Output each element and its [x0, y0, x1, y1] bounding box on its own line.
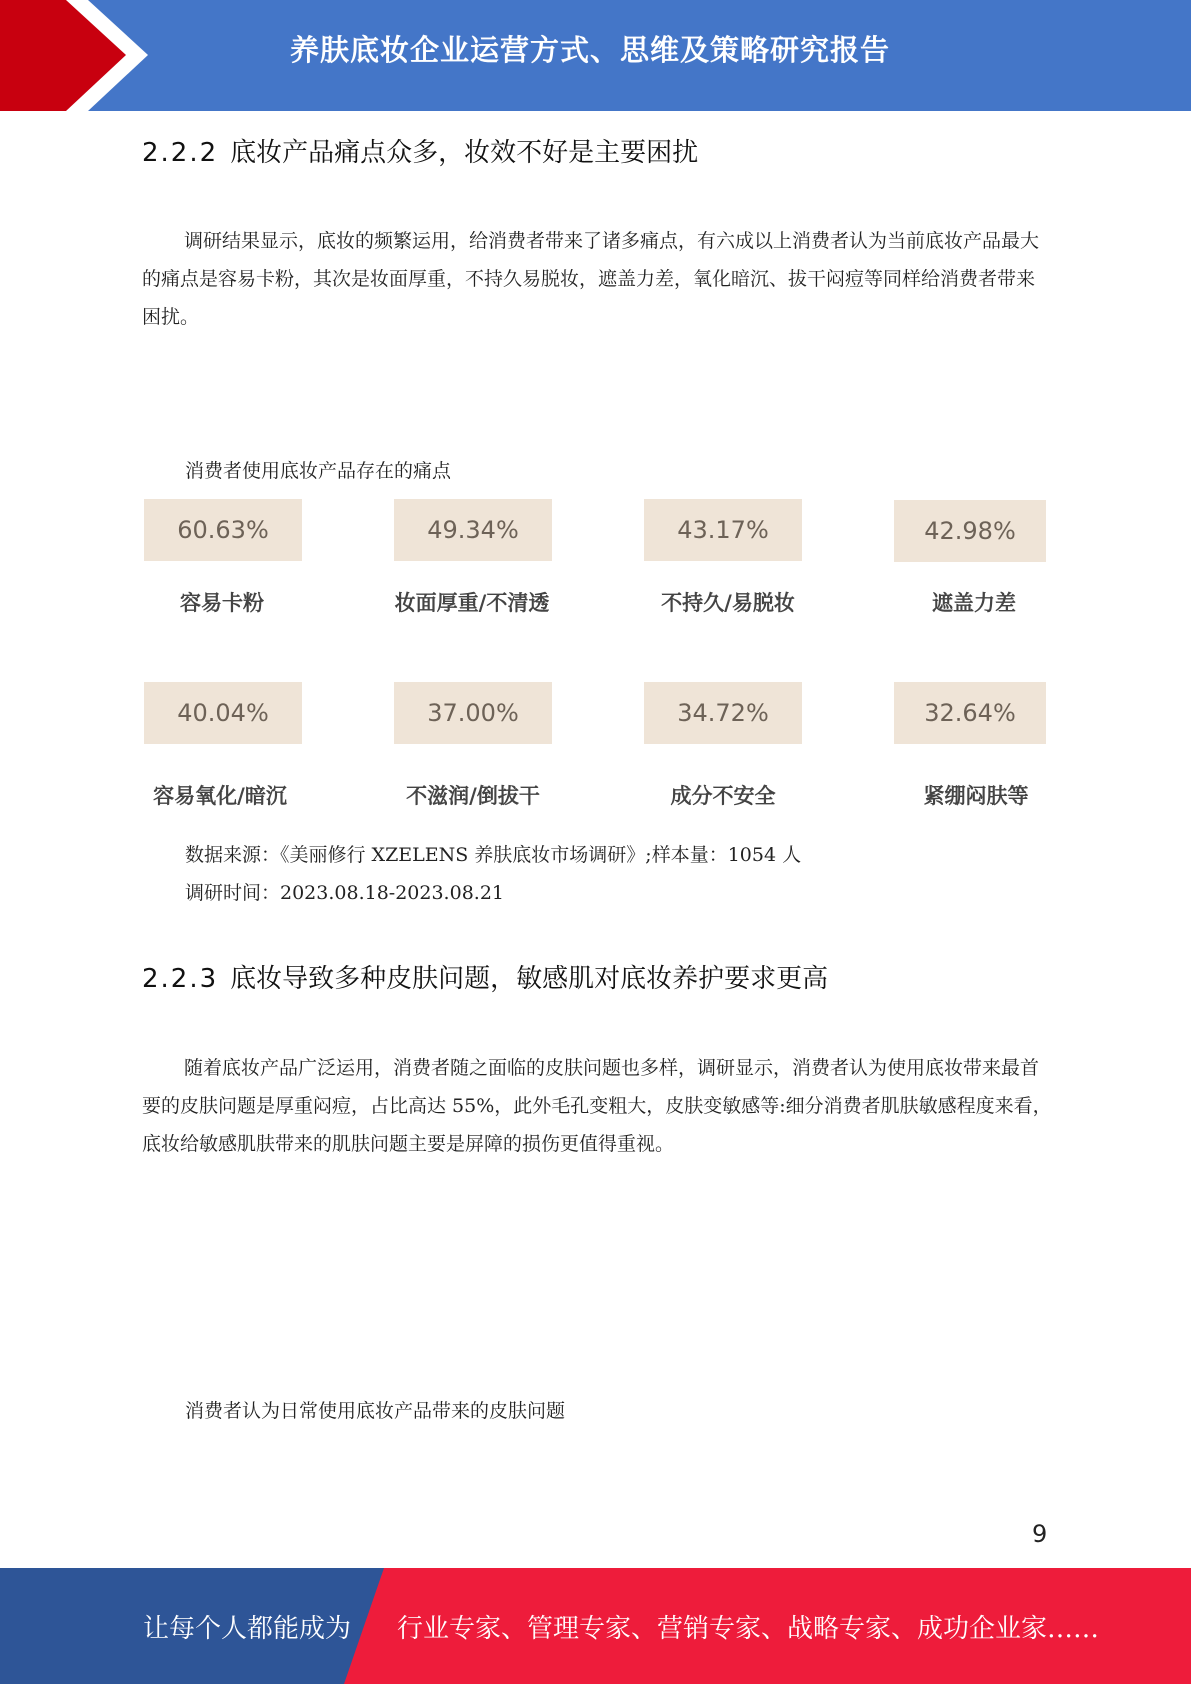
page-number: 9 [1032, 1520, 1048, 1548]
stat-value: 40.04% [144, 682, 302, 744]
section-number: 2.2.3 [142, 964, 219, 994]
header-arrow-decoration [0, 0, 160, 111]
data-source: 数据来源：《美丽修行 XZELENS 养肤底妆市场调研》;样本量：1054 人 [185, 844, 802, 866]
stat-label: 容易卡粉 [180, 591, 264, 615]
section-heading-2-2-3 [142, 958, 828, 995]
figure-caption: 消费者使用底妆产品存在的痛点 [185, 460, 452, 482]
stat-label: 容易氧化/暗沉 [153, 784, 287, 808]
stat-value: 49.34% [394, 499, 552, 561]
stat-value: 37.00% [394, 682, 552, 744]
section-number: 2.2.2 [142, 138, 219, 168]
stat-label: 不持久/易脱妆 [661, 591, 795, 615]
section-paragraph [142, 1049, 1052, 1163]
paragraph-text: 调研结果显示，底妆的频繁运用，给消费者带来了诸多痛点，有六成以上消费者认为当前底妆产品最大的痛点是容易卡粉，其次是妆面厚重，不持久易脱妆，遮盖力差，氧化暗沉、拔干闷痘等同样给消费者带来困扰。 [142, 230, 1040, 328]
stat-value: 32.64% [894, 682, 1046, 744]
stat-label: 成分不安全 [670, 784, 776, 808]
stat-value: 34.72% [644, 682, 802, 744]
paragraph-text: 随着底妆产品广泛运用，消费者随之面临的皮肤问题也多样，调研显示，消费者认为使用底妆带来最首要的皮肤问题是厚重闷痘，占比高达 55%，此外毛孔变粗大，皮肤变敏感等:细分消费者肌肤敏感程度来看，底妆给敏感肌肤带来的肌肤问题主要是屏障的损伤更值得重视。 [142, 1057, 1052, 1155]
stat-label: 紧绷闷肤等 [923, 784, 1029, 808]
stat-label: 遮盖力差 [932, 591, 1016, 615]
section-heading-2-2-2 [142, 132, 698, 169]
footer-slogan-left: 让每个人都能成为 [143, 1614, 352, 1644]
section-title: 底妆产品痛点众多，妆效不好是主要困扰 [230, 138, 699, 168]
report-title: 养肤底妆企业运营方式、思维及策略研究报告 [290, 33, 891, 67]
survey-time: 调研时间：2023.08.18-2023.08.21 [185, 882, 504, 904]
page-footer [0, 1568, 1191, 1684]
page-header [0, 0, 1191, 111]
figure-caption: 消费者认为日常使用底妆产品带来的皮肤问题 [185, 1400, 566, 1422]
footer-slogan-right: 行业专家、管理专家、营销专家、战略专家、成功企业家…… [397, 1614, 1100, 1644]
stat-label: 不滋润/倒拔干 [406, 784, 540, 808]
stat-value: 43.17% [644, 499, 802, 561]
stat-value: 42.98% [894, 500, 1046, 562]
stat-value: 60.63% [144, 499, 302, 561]
stat-label: 妆面厚重/不清透 [394, 591, 550, 615]
section-title: 底妆导致多种皮肤问题，敏感肌对底妆养护要求更高 [230, 964, 829, 994]
section-paragraph [142, 222, 1052, 336]
